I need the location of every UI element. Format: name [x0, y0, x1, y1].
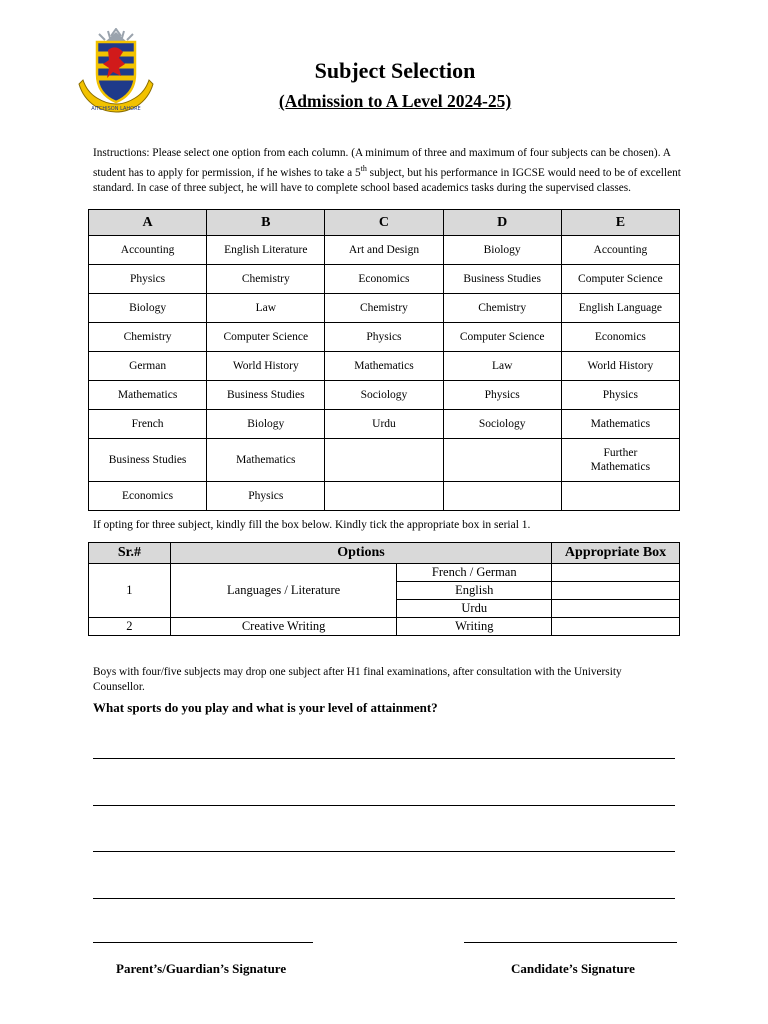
subject-cell [561, 482, 679, 511]
subject-cell: Law [443, 352, 561, 381]
subject-cell: Law [207, 294, 325, 323]
subject-cell: Computer Science [561, 265, 679, 294]
subject-cell: Accounting [561, 236, 679, 265]
subject-cell: Accounting [89, 236, 207, 265]
parent-signature-line[interactable] [93, 942, 313, 943]
appropriate-box-cell[interactable] [552, 564, 680, 582]
subject-cell: Biology [443, 236, 561, 265]
sub-option: Writing [397, 618, 552, 636]
answer-line[interactable] [93, 758, 675, 759]
table-row [89, 381, 680, 410]
table-row [89, 236, 680, 265]
subject-table-header-row [89, 210, 680, 236]
subject-cell: Mathematics [325, 352, 443, 381]
subject-cell: French [89, 410, 207, 439]
table-row [89, 439, 680, 482]
appropriate-box-cell[interactable] [552, 582, 680, 600]
subject-cell: Physics [561, 381, 679, 410]
subject-cell: Economics [325, 265, 443, 294]
subject-cell: Art and Design [325, 236, 443, 265]
column-header-d: D [443, 210, 561, 236]
subject-cell: Economics [89, 482, 207, 511]
crest-rays [99, 29, 133, 42]
sub-option: Urdu [397, 600, 552, 618]
three-subject-note: If opting for three subject, kindly fill the box below. Kindly tick the appropriate box in serial 1. [93, 519, 531, 531]
crest-ribbon-text: AITCHISON LAHORE [91, 106, 141, 112]
table-row [89, 294, 680, 323]
table-row [89, 482, 680, 511]
column-header-a: A [89, 210, 207, 236]
subject-cell: Chemistry [443, 294, 561, 323]
subject-cell: Chemistry [207, 265, 325, 294]
subject-options-table [88, 209, 680, 511]
sub-option: French / German [397, 564, 552, 582]
appropriate-box-cell[interactable] [552, 618, 680, 636]
parent-signature-label: Parent’s/Guardian’s Signature [116, 961, 287, 976]
subject-cell: Physics [207, 482, 325, 511]
instructions-superscript: th [360, 164, 367, 173]
subject-cell: Physics [325, 323, 443, 352]
appropriate-box-cell[interactable] [552, 600, 680, 618]
answer-line[interactable] [93, 805, 675, 806]
option-name: Creative Writing [170, 618, 397, 636]
subject-cell: Sociology [325, 381, 443, 410]
answer-line[interactable] [93, 898, 675, 899]
subject-cell: World History [561, 352, 679, 381]
subject-cell [443, 439, 561, 482]
subject-cell: Economics [561, 323, 679, 352]
candidate-signature-label: Candidate’s Signature [511, 961, 635, 976]
table-row [89, 618, 680, 636]
subject-cell [325, 439, 443, 482]
subject-cell: Computer Science [207, 323, 325, 352]
answer-line[interactable] [93, 851, 675, 852]
sub-option: English [397, 582, 552, 600]
subject-cell: Computer Science [443, 323, 561, 352]
subject-cell: Physics [89, 265, 207, 294]
three-subject-options-table [88, 542, 680, 636]
subject-cell: Urdu [325, 410, 443, 439]
page-title: Subject Selection [314, 58, 476, 83]
subject-cell [443, 482, 561, 511]
subject-cell [325, 482, 443, 511]
candidate-signature-line[interactable] [464, 942, 677, 943]
header-sr: Sr.# [89, 543, 171, 564]
drop-subject-note: Boys with four/five subjects may drop one subject after H1 final examinations, after consultation with the University Counsellor. [93, 666, 622, 693]
subject-cell: German [89, 352, 207, 381]
subject-cell: Business Studies [443, 265, 561, 294]
instructions-part1: Instructions: Please select one option from each column. (A minimum of three and maximum of four subjects can be chosen). A student has to apply for permission, if he wishes to take a 5 [93, 147, 671, 179]
option-name: Languages / Literature [170, 564, 397, 618]
subject-cell: Biology [207, 410, 325, 439]
subject-cell: Mathematics [207, 439, 325, 482]
column-header-b: B [207, 210, 325, 236]
header-appropriate-box: Appropriate Box [552, 543, 680, 564]
subject-cell: Mathematics [561, 410, 679, 439]
options-header-row [89, 543, 680, 564]
subject-cell: Further Mathematics [561, 439, 679, 482]
subject-cell: English Literature [207, 236, 325, 265]
table-row [89, 352, 680, 381]
subject-cell: Mathematics [89, 381, 207, 410]
column-header-c: C [325, 210, 443, 236]
subject-cell: Chemistry [325, 294, 443, 323]
subject-cell: Biology [89, 294, 207, 323]
page-subtitle: (Admission to A Level 2024-25) [278, 91, 512, 111]
table-row [89, 265, 680, 294]
serial-number: 1 [89, 564, 171, 618]
subject-cell: Physics [443, 381, 561, 410]
instructions-part2: subject, but his performance in IGCSE would need to be of excellent standard. In case of three subject, he will have to complete school based academics tasks during the supervised classes. [93, 166, 681, 194]
subject-cell: Business Studies [207, 381, 325, 410]
serial-number: 2 [89, 618, 171, 636]
subject-cell: Business Studies [89, 439, 207, 482]
table-row [89, 323, 680, 352]
subject-cell: World History [207, 352, 325, 381]
subject-cell: Sociology [443, 410, 561, 439]
header-options: Options [170, 543, 551, 564]
subject-cell: Chemistry [89, 323, 207, 352]
table-row [89, 410, 680, 439]
sports-question: What sports do you play and what is your level of attainment? [93, 700, 438, 715]
subject-cell: English Language [561, 294, 679, 323]
column-header-e: E [561, 210, 679, 236]
instructions-text [93, 146, 693, 196]
table-row [89, 564, 680, 582]
